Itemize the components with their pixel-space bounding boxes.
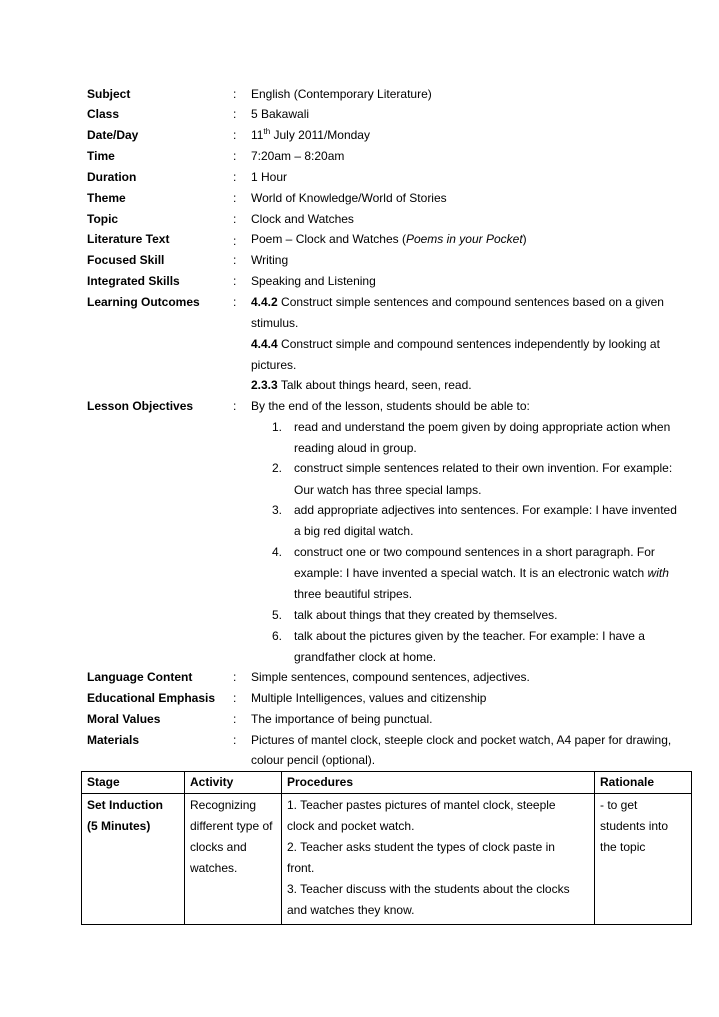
field-educational-emphasis	[0, 688, 719, 708]
objective-item	[0, 542, 719, 562]
field-label: Focused Skill	[87, 253, 165, 267]
field-integrated-skills	[0, 271, 719, 291]
procedure-line: 2. Teacher asks student the types of clock paste in	[287, 840, 555, 854]
objective-continuation	[0, 438, 719, 458]
field-duration	[0, 167, 719, 187]
outcome-code: 2.3.3	[251, 378, 278, 392]
stage-name: Set Induction	[87, 798, 163, 812]
field-label: Time	[87, 149, 115, 163]
outcome-text: Construct simple sentences and compound sentences based on a given	[277, 295, 664, 309]
field-colon: :	[233, 670, 237, 684]
activity-line: clocks and	[190, 840, 247, 854]
stage-cell	[82, 794, 185, 925]
objective-item	[0, 417, 719, 437]
objective-number: 1.	[272, 420, 283, 434]
objective-text-italic: with	[647, 566, 669, 580]
objective-item	[0, 500, 719, 520]
rationale-line: - to get	[600, 798, 638, 812]
field-value: The importance of being punctual.	[251, 712, 433, 726]
field-language-content	[0, 667, 719, 687]
date-month-year-day: July 2011/Monday	[270, 128, 370, 142]
procedure-line: clock and pocket watch.	[287, 819, 415, 833]
field-colon: :	[233, 107, 237, 121]
field-value: Writing	[251, 253, 289, 267]
outcome-line	[251, 375, 472, 395]
table-header-row	[82, 772, 692, 794]
field-value: Clock and Watches	[251, 212, 354, 226]
lesson-objectives	[0, 396, 719, 416]
objective-text: grandfather clock at home.	[294, 650, 437, 664]
field-label: Theme	[87, 191, 126, 205]
field-topic	[0, 209, 719, 229]
objective-item	[0, 605, 719, 625]
field-literature-text	[0, 229, 719, 249]
objective-number: 6.	[272, 629, 283, 643]
field-value: 5 Bakawali	[251, 107, 310, 121]
rationale-line: the topic	[600, 840, 646, 854]
rationale-cell	[595, 794, 692, 925]
objective-text	[294, 563, 669, 583]
field-label: Subject	[87, 87, 131, 101]
field-label: Class	[87, 107, 120, 121]
field-label: Lesson Objectives	[87, 399, 194, 413]
field-class	[0, 104, 719, 124]
field-value	[251, 125, 370, 145]
objective-text: add appropriate adjectives into sentences. For example: I have invented	[294, 503, 677, 517]
literature-text-book-title: Poems in your Pocket	[405, 232, 523, 246]
field-moral-values	[0, 709, 719, 729]
objective-text: construct simple sentences related to their own invention. For example:	[294, 461, 673, 475]
field-value: Simple sentences, compound sentences, adjectives.	[251, 670, 530, 684]
field-colon: :	[233, 149, 237, 163]
field-value: Multiple Intelligences, values and citizenship	[251, 691, 487, 705]
field-colon: :	[233, 253, 237, 267]
field-value: 1 Hour	[251, 170, 288, 184]
field-colon: :	[233, 295, 237, 309]
objective-continuation	[0, 584, 719, 604]
outcome-text: Talk about things heard, seen, read.	[277, 378, 472, 392]
objective-text: Our watch has three special lamps.	[294, 483, 482, 497]
date-day-number: 11	[251, 128, 264, 142]
field-label: Literature Text	[87, 232, 170, 246]
procedure-line: and watches they know.	[287, 903, 415, 917]
materials-continuation	[0, 750, 719, 770]
field-value: Speaking and Listening	[251, 274, 376, 288]
outcome-text: Construct simple and compound sentences independently by looking at	[277, 337, 660, 351]
field-value: English (Contemporary Literature)	[251, 87, 432, 101]
field-time	[0, 146, 719, 166]
literature-text-title: Poem – Clock and Watches (	[251, 232, 406, 246]
field-value: colour pencil (optional).	[251, 753, 376, 767]
objective-text: talk about the pictures given by the teacher. For example: I have a	[294, 629, 645, 643]
column-header-rationale: Rationale	[595, 772, 692, 794]
stages-table	[81, 771, 692, 925]
field-label: Educational Emphasis	[87, 691, 216, 705]
objective-number: 3.	[272, 503, 283, 517]
outcome-item	[251, 292, 664, 312]
outcome-text: stimulus.	[251, 316, 299, 330]
outcome-code: 4.4.2	[251, 295, 278, 309]
objective-text: a big red digital watch.	[294, 524, 414, 538]
outcome-continuation	[0, 313, 719, 333]
objective-text: three beautiful stripes.	[294, 587, 413, 601]
column-header-activity: Activity	[185, 772, 282, 794]
column-header-procedures: Procedures	[282, 772, 595, 794]
objective-continuation	[0, 563, 719, 583]
activity-line: different type of	[190, 819, 273, 833]
rationale-line: students into	[600, 819, 669, 833]
objective-number: 2.	[272, 461, 283, 475]
procedure-line: 3. Teacher discuss with the students about the clocks	[287, 882, 570, 896]
objective-item	[0, 626, 719, 646]
objective-text: talk about things that they created by themselves.	[294, 608, 558, 622]
objective-continuation	[0, 480, 719, 500]
outcome-continuation	[0, 355, 719, 375]
field-colon: :	[233, 170, 237, 184]
field-materials	[0, 730, 719, 750]
field-date-day	[0, 125, 719, 145]
field-label: Date/Day	[87, 128, 139, 142]
activity-line: watches.	[190, 861, 238, 875]
objective-continuation	[0, 647, 719, 667]
objective-text: reading aloud in group.	[294, 441, 417, 455]
objectives-intro: By the end of the lesson, students should be able to:	[251, 399, 530, 413]
table-row	[82, 794, 692, 925]
field-label: Integrated Skills	[87, 274, 180, 288]
field-colon: :	[233, 191, 237, 205]
objective-number: 5.	[272, 608, 283, 622]
field-colon: :	[233, 712, 237, 726]
field-label: Duration	[87, 170, 137, 184]
field-colon: :	[233, 87, 237, 101]
field-label: Materials	[87, 733, 140, 747]
field-value: Pictures of mantel clock, steeple clock and pocket watch, A4 paper for drawing,	[251, 733, 672, 747]
field-value	[251, 229, 527, 249]
field-label: Moral Values	[87, 712, 161, 726]
field-label: Learning Outcomes	[87, 295, 200, 309]
field-colon: :	[233, 274, 237, 288]
outcome-text: pictures.	[251, 358, 297, 372]
procedures-cell	[282, 794, 595, 925]
column-header-stage: Stage	[82, 772, 185, 794]
learning-outcomes	[0, 292, 719, 312]
objective-continuation	[0, 521, 719, 541]
activity-line: Recognizing	[190, 798, 257, 812]
objective-text: read and understand the poem given by doing appropriate action when	[294, 420, 671, 434]
outcome-line	[251, 334, 660, 354]
procedure-line: 1. Teacher pastes pictures of mantel clock, steeple	[287, 798, 556, 812]
stage-duration: (5 Minutes)	[87, 819, 151, 833]
objective-number: 4.	[272, 545, 283, 559]
field-label: Language Content	[87, 670, 193, 684]
field-colon: :	[233, 691, 237, 705]
field-colon: :	[233, 399, 237, 413]
literature-text-close: )	[522, 232, 527, 246]
activity-cell	[185, 794, 282, 925]
field-colon: :	[233, 733, 237, 747]
outcome-code: 4.4.4	[251, 337, 278, 351]
field-focused-skill	[0, 250, 719, 270]
field-colon: :	[233, 128, 237, 142]
outcome-item	[0, 375, 719, 395]
procedure-line: front.	[287, 861, 315, 875]
field-label: Topic	[87, 212, 119, 226]
field-colon: :	[233, 212, 237, 226]
field-colon: :	[233, 234, 237, 248]
field-value: World of Knowledge/World of Stories	[251, 191, 447, 205]
field-value: 7:20am – 8:20am	[251, 149, 345, 163]
field-subject	[0, 84, 719, 104]
outcome-item	[0, 334, 719, 354]
objective-item	[0, 458, 719, 478]
objective-text: construct one or two compound sentences in a short paragraph. For	[294, 545, 655, 559]
date-ordinal-suffix: th	[263, 127, 271, 136]
field-theme	[0, 188, 719, 208]
objective-text-part: example: I have invented a special watch. It is an electronic watch	[294, 566, 648, 580]
